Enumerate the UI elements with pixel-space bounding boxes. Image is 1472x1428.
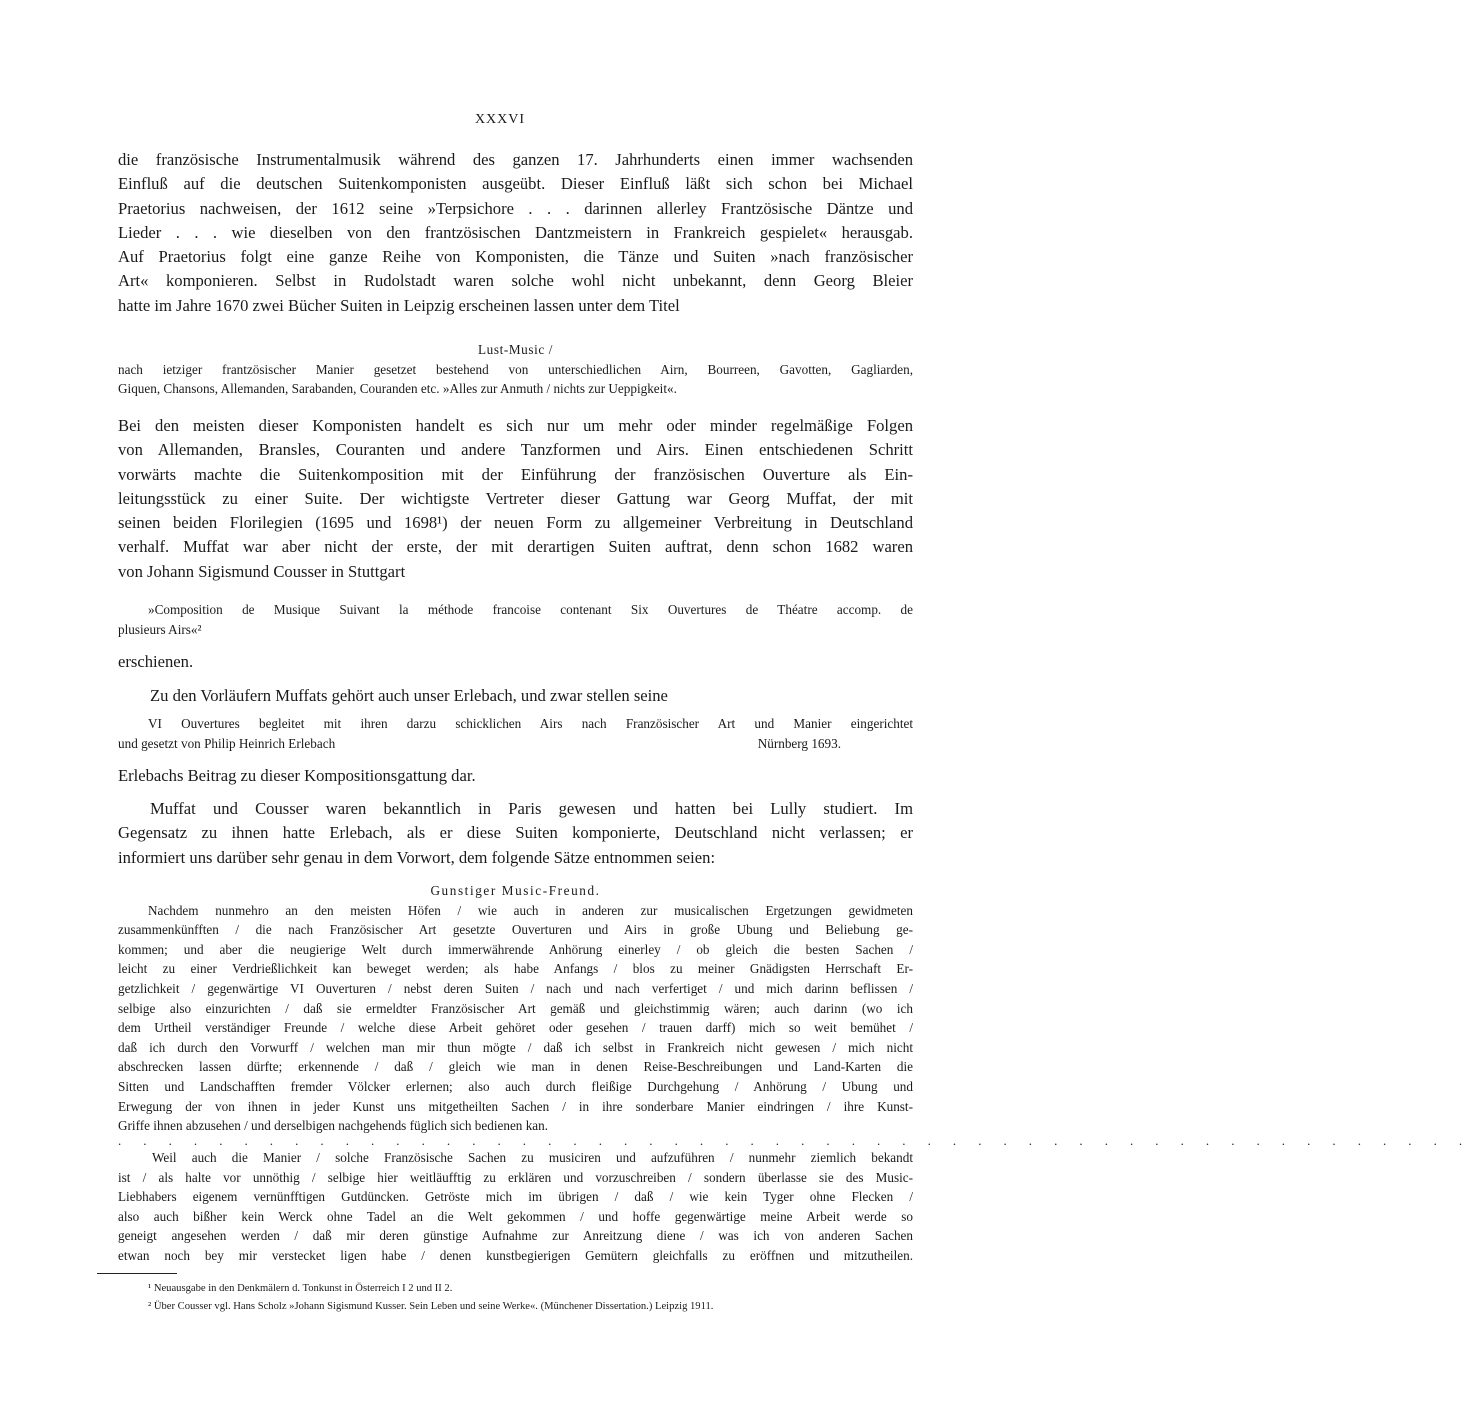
text-line: Einfluß auf die deutschen Suitenkomponisten ausgeübt. Dieser Einfluß läßt sich schon bei Michael — [118, 174, 913, 194]
text-line: hatte im Jahre 1670 zwei Bücher Suiten in Leipzig erscheinen lassen unter dem Titel — [118, 295, 680, 315]
quote-line: also auch bißher kein Werck ohne Tadel an die Welt gekommen / und hoffe gegenwärtige meine Arbeit werde so — [118, 1208, 913, 1224]
quote-line: Giquen, Chansons, Allemanden, Sarabanden, Couranden etc. »Alles zur Anmuth / nichts zur Ueppigkeit«. — [118, 381, 677, 397]
quote-line: plusieurs Airs«² — [118, 621, 202, 637]
quote-title: Gunstiger Music-Freund. — [430, 883, 601, 898]
quote-line: leicht zu einer Verdrießlichkeit kan beweget werden; als habe Anfangs / blos zu meiner Gnädigsten Herrschaft Er- — [118, 961, 913, 977]
text-line: Zu den Vorläufern Muffats gehört auch unser Erlebach, und zwar stellen seine — [150, 686, 668, 705]
text-line: Erlebachs Beitrag zu dieser Kompositionsgattung dar. — [118, 766, 476, 785]
text-line: seinen beiden Florilegien (1695 und 1698¹) der neuen Form zu allgemeiner Verbreitung in Deutschland — [118, 513, 913, 533]
quote-line: ist / als halte vor unnöthig / selbige hier weitläufftig zu erklären und vorzuschreiben / sondern überlasse sie des Music- — [118, 1169, 913, 1185]
quote-line: abschrecken lassen dürfte; erkennende / daß / gleich wie man in denen Reise-Beschreibungen und Land-Karten die — [118, 1059, 913, 1075]
quote-music-freund — [118, 881, 913, 1136]
quote-manier — [118, 1148, 913, 1266]
text-line: Gegensatz zu ihnen hatte Erlebach, als er diese Suiten komponierte, Deutschland nicht verlassen; er — [118, 823, 913, 843]
quote-lust-music — [118, 340, 913, 399]
footnote-2: ² Über Cousser vgl. Hans Scholz »Johann Sigismund Kusser. Sein Leben und seine Werke«. (Münchener Dissertation.) Leipzig 1911. — [148, 1301, 714, 1312]
paragraph-4 — [118, 764, 913, 788]
quote-erlebach-title — [118, 714, 913, 753]
quote-line: etwan noch bey mir verstecket ligen habe / denen kunstbegierigen Gemütern gleichfalls zu eröffnen und mitzutheilen. — [118, 1247, 913, 1263]
text-line: Lieder . . . wie dieselben von den frantzösischen Dantzmeistern in Frankreich gespielet« herausgab. — [118, 222, 913, 242]
paragraph-1 — [118, 148, 913, 318]
text-line: Muffat und Cousser waren bekanntlich in Paris gewesen und hatten bei Lully studiert. Im — [150, 799, 913, 818]
text-line: von Johann Sigismund Cousser in Stuttgart — [118, 561, 406, 581]
quote-line: Weil auch die Manier / solche Französische Sachen zu musiciren und aufzuführen / nunmehr ziemlich bekandt — [152, 1150, 913, 1165]
text-line: Bei den meisten dieser Komponisten handelt es sich nur um mehr oder minder regelmäßige Folgen — [118, 416, 913, 435]
erschienen-line — [118, 650, 913, 674]
text-line: vorwärts machte die Suitenkomposition mit der Einführung der französischen Ouverture als Ein- — [118, 464, 913, 484]
text-line: erschienen. — [118, 652, 194, 671]
footnote-rule — [97, 1273, 177, 1274]
quote-line: VI Ouvertures begleitet mit ihren darzu schicklichen Airs nach Französischer Art und Manier eingerichtet — [148, 716, 913, 731]
quote-line: geneigt angesehen werden / daß mir deren günstige Aufnahme zur Anreitzung diene / was ich von anderen Sachen — [118, 1228, 913, 1244]
paragraph-3 — [118, 684, 913, 708]
quote-line: kommen; und aber die neugierige Welt durch immerwährende Anhörung einerley / ob gleich die besten Sachen / — [118, 941, 913, 957]
paragraph-2 — [118, 414, 913, 584]
quote-line: Nachdem nunmehro an den meisten Höfen / wie auch in anderen zur musicalischen Ergetzungen gewidmeten — [148, 902, 913, 918]
quote-line: zusammenkünfften / die nach Französischer Art gesetzte Ouverturen und Airs in große Ubung und Beliebung ge- — [118, 922, 913, 938]
text-line: informiert uns darüber sehr genau in dem Vorwort, dem folgende Sätze entnommen seien: — [118, 847, 716, 867]
text-line: die französische Instrumentalmusik während des ganzen 17. Jahrhunderts einen immer wachsenden — [118, 150, 913, 169]
quote-line: Griffe ihnen abzusehen / und derselbigen nachgehends füglich sich bedienen kan. — [118, 1118, 549, 1134]
quote-line: dem Urtheil verständiger Freunde / welche diese Arbeit gehöret oder gesehen / trauen darff) mich so weit bemühet / — [118, 1020, 913, 1036]
quote-line: getzlichkeit / gegenwärtige VI Ouverturen / nebst deren Suiten / nach und nach verfertiget / und mich darinn beflissen / — [118, 980, 913, 996]
quote-line: daß ich durch den Vorwurff / welchen man mir thun mögte / daß ich selbst in Frankreich nicht gewesen / mich nicht — [118, 1039, 913, 1055]
quote-line: Erwegung der von ihnen in jeder Kunst uns mitgetheilten Sachen / in ihre sonderbare Manier eindringen / ihre Kunst- — [118, 1098, 913, 1114]
text-line: von Allemanden, Bransles, Couranten und andere Tanzformen und Airs. Einen entschiedenen Schritt — [118, 440, 913, 460]
quote-line: »Composition de Musique Suivant la méthode francoise contenant Six Ouvertures de Théatre accomp. de — [148, 602, 913, 617]
text-line: Praetorius nachweisen, der 1612 seine »Terpsichore . . . darinnen allerley Frantzösische Däntze und — [118, 198, 913, 218]
text-line: Art« komponieren. Selbst in Rudolstadt waren solche wohl nicht unbekannt, denn Georg Bleier — [118, 271, 913, 291]
quote-line: Sitten und Landschafften fremder Völcker erlernen; also auch durch fleißige Durchgehung / Anhörung / Ubung und — [118, 1078, 913, 1094]
text-line: verhalf. Muffat war aber nicht der erste, der mit derartigen Suiten auftrat, denn schon 1682 waren — [118, 537, 913, 557]
quote-line: selbige also einzurichten / daß sie ermeldter Französischer Art gemäß und gleichstimmig wären; auch darinn (wo ich — [118, 1000, 913, 1016]
quote-author: und gesetzt von Philip Heinrich Erlebach — [118, 735, 336, 751]
page-number: XXXVI — [474, 112, 526, 127]
text-line: leitungsstück zu einer Suite. Der wichtigste Vertreter dieser Gattung war Georg Muffat, der mit — [118, 488, 913, 508]
quote-cousser — [118, 600, 913, 639]
quote-place-date: Nürnberg 1693. — [757, 735, 841, 751]
quote-line: nach ietziger frantzösischer Manier gesetzet bestehend von unterschiedlichen Airn, Bourreen, Gavotten, Gagliarden, — [118, 361, 913, 377]
paragraph-5 — [118, 797, 913, 870]
quote-line — [118, 734, 913, 754]
text-line: Auf Praetorius folgt eine ganze Reihe von Komponisten, die Tänze und Suiten »nach französischer — [118, 247, 913, 267]
quote-title: Lust-Music / — [478, 342, 553, 357]
ellipsis-dots: . . . . . . . . . . . . . . . . . . . . . . . . . . . . . . . . . . . . . . . . . . . . . . . . . . . . . . — [118, 1133, 1472, 1148]
footnote-1: ¹ Neuausgabe in den Denkmälern d. Tonkunst in Österreich I 2 und II 2. — [148, 1283, 453, 1294]
quote-line: Liebhabers eigenem vernünfftigen Gutdüncken. Getröste mich im übrigen / daß / wie kein Tyger ohne Flecken / — [118, 1189, 913, 1205]
